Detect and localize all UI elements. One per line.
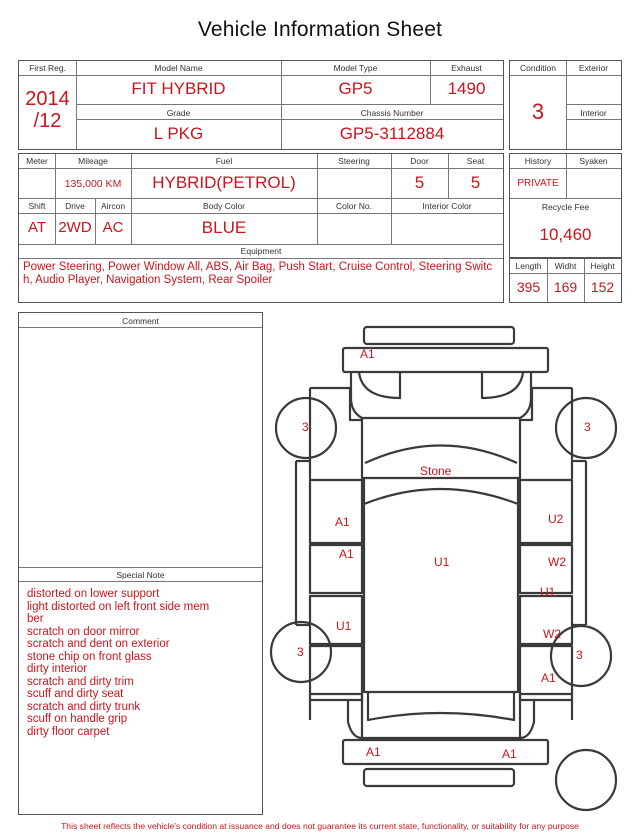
width-label: Widht bbox=[554, 261, 577, 271]
seat-value: 5 bbox=[470, 173, 481, 192]
note-item: scuff and dirty seat bbox=[27, 688, 124, 700]
exhaust-value: 1490 bbox=[447, 79, 486, 98]
mark-left-rear-door: U1 bbox=[336, 619, 352, 633]
mark-left-front-door: A1 bbox=[339, 547, 354, 561]
door-label: Door bbox=[410, 156, 429, 166]
condition-value: 3 bbox=[531, 99, 545, 124]
note-item: scratch on door mirror bbox=[27, 625, 140, 638]
history-label: History bbox=[524, 156, 552, 166]
syaken-label: Syaken bbox=[579, 156, 608, 166]
equipment-label: Equipment bbox=[240, 246, 282, 256]
sheet-title: Vehicle Information Sheet bbox=[197, 18, 443, 41]
mark-hood: Stone bbox=[420, 464, 452, 478]
mark-left-front-fender: A1 bbox=[335, 515, 350, 529]
model-type-value: GP5 bbox=[338, 79, 373, 98]
mark-right-rear-door-upper: U1 bbox=[540, 585, 556, 599]
mileage-value: 135,000 KM bbox=[64, 178, 122, 190]
mark-right-rear-quarter: A1 bbox=[541, 671, 556, 685]
aircon-value: AC bbox=[102, 219, 124, 236]
history-value: PRIVATE bbox=[517, 178, 559, 189]
first-reg-label: First Reg. bbox=[29, 63, 66, 73]
mark-right-front-door: W2 bbox=[548, 555, 566, 569]
drive-value: 2WD bbox=[58, 219, 92, 236]
chassis-number-value: GP5-3112884 bbox=[339, 124, 445, 143]
door-value: 5 bbox=[414, 173, 425, 192]
note-item: distorted on lower support bbox=[27, 588, 160, 600]
mark-rear-bumper-left: A1 bbox=[366, 745, 381, 759]
recycle-fee-value: 10,460 bbox=[539, 225, 592, 244]
note-item: scratch and dent on exterior bbox=[27, 638, 170, 650]
note-item: scratch and dirty trim bbox=[27, 675, 134, 688]
body-color-label: Body Color bbox=[202, 201, 246, 211]
chassis-number-label: Chassis Number bbox=[360, 108, 424, 118]
length-value: 395 bbox=[516, 279, 541, 295]
length-label: Length bbox=[515, 261, 542, 271]
comment-label: Comment bbox=[122, 316, 159, 326]
color-no-label: Color No. bbox=[336, 201, 372, 211]
exhaust-label: Exhaust bbox=[451, 63, 482, 73]
note-item: dirty interior bbox=[27, 663, 88, 675]
mark-right-rear-door: W2 bbox=[543, 627, 561, 641]
shift-value: AT bbox=[27, 219, 47, 236]
note-item: ber bbox=[27, 613, 44, 625]
seat-label: Seat bbox=[466, 156, 485, 166]
condition-label: Condition bbox=[520, 63, 556, 73]
aircon-label: Aircon bbox=[100, 201, 126, 211]
mark-left-rear-wheel: 3 bbox=[297, 645, 304, 659]
mark-right-rear-wheel: 3 bbox=[576, 648, 583, 662]
interior-color-label: Interior Color bbox=[422, 201, 472, 211]
height-label: Height bbox=[590, 261, 615, 271]
model-name-value: FIT HYBRID bbox=[131, 79, 226, 98]
steering-label: Steering bbox=[338, 156, 370, 166]
model-name-label: Model Name bbox=[154, 63, 203, 73]
mark-right-front-fender: U2 bbox=[548, 512, 564, 526]
mark-rear-bumper-right: A1 bbox=[502, 747, 517, 761]
note-item: scuff on handle grip bbox=[27, 713, 128, 725]
exterior-label: Exterior bbox=[578, 63, 609, 73]
mark-front-bumper: A1 bbox=[360, 347, 375, 361]
drive-label: Drive bbox=[65, 201, 85, 211]
mileage-label: Mileage bbox=[78, 156, 108, 166]
interior-label: Interior bbox=[580, 108, 607, 118]
shift-label: Shift bbox=[28, 201, 46, 211]
mark-left-front-wheel: 3 bbox=[302, 420, 309, 434]
grade-label: Grade bbox=[166, 108, 191, 118]
fuel-value: HYBRID(PETROL) bbox=[152, 173, 296, 192]
mark-right-front-wheel: 3 bbox=[584, 420, 591, 434]
first-reg-month: /12 bbox=[33, 110, 62, 132]
note-item: dirty floor carpet bbox=[27, 725, 110, 738]
disclaimer-footer: This sheet reflects the vehicle's condition at issuance and does not guarantee its current state, functionality, or suitability for any purpose bbox=[61, 821, 579, 831]
mark-roof: U1 bbox=[434, 555, 450, 569]
note-item: light distorted on left front side mem bbox=[27, 600, 210, 613]
width-value: 169 bbox=[553, 279, 578, 295]
model-type-label: Model Type bbox=[333, 63, 378, 73]
grade-value: L PKG bbox=[153, 124, 204, 143]
special-note-label: Special Note bbox=[116, 570, 165, 580]
note-item: stone chip on front glass bbox=[27, 650, 152, 663]
body-color-value: BLUE bbox=[201, 218, 247, 237]
equipment-list: Power Steering, Power Window All, ABS, Air Bag, Push Start, Cruise Control, Steering Switch, Audio Player, Navigation System, Rear Spoiler bbox=[23, 261, 493, 286]
fuel-label: Fuel bbox=[215, 156, 233, 166]
recycle-fee-label: Recycle Fee bbox=[541, 202, 590, 212]
meter-label: Meter bbox=[26, 156, 48, 166]
height-value: 152 bbox=[590, 279, 615, 295]
note-item: scratch and dirty trunk bbox=[27, 700, 141, 713]
first-reg-year: 2014 bbox=[25, 88, 70, 110]
